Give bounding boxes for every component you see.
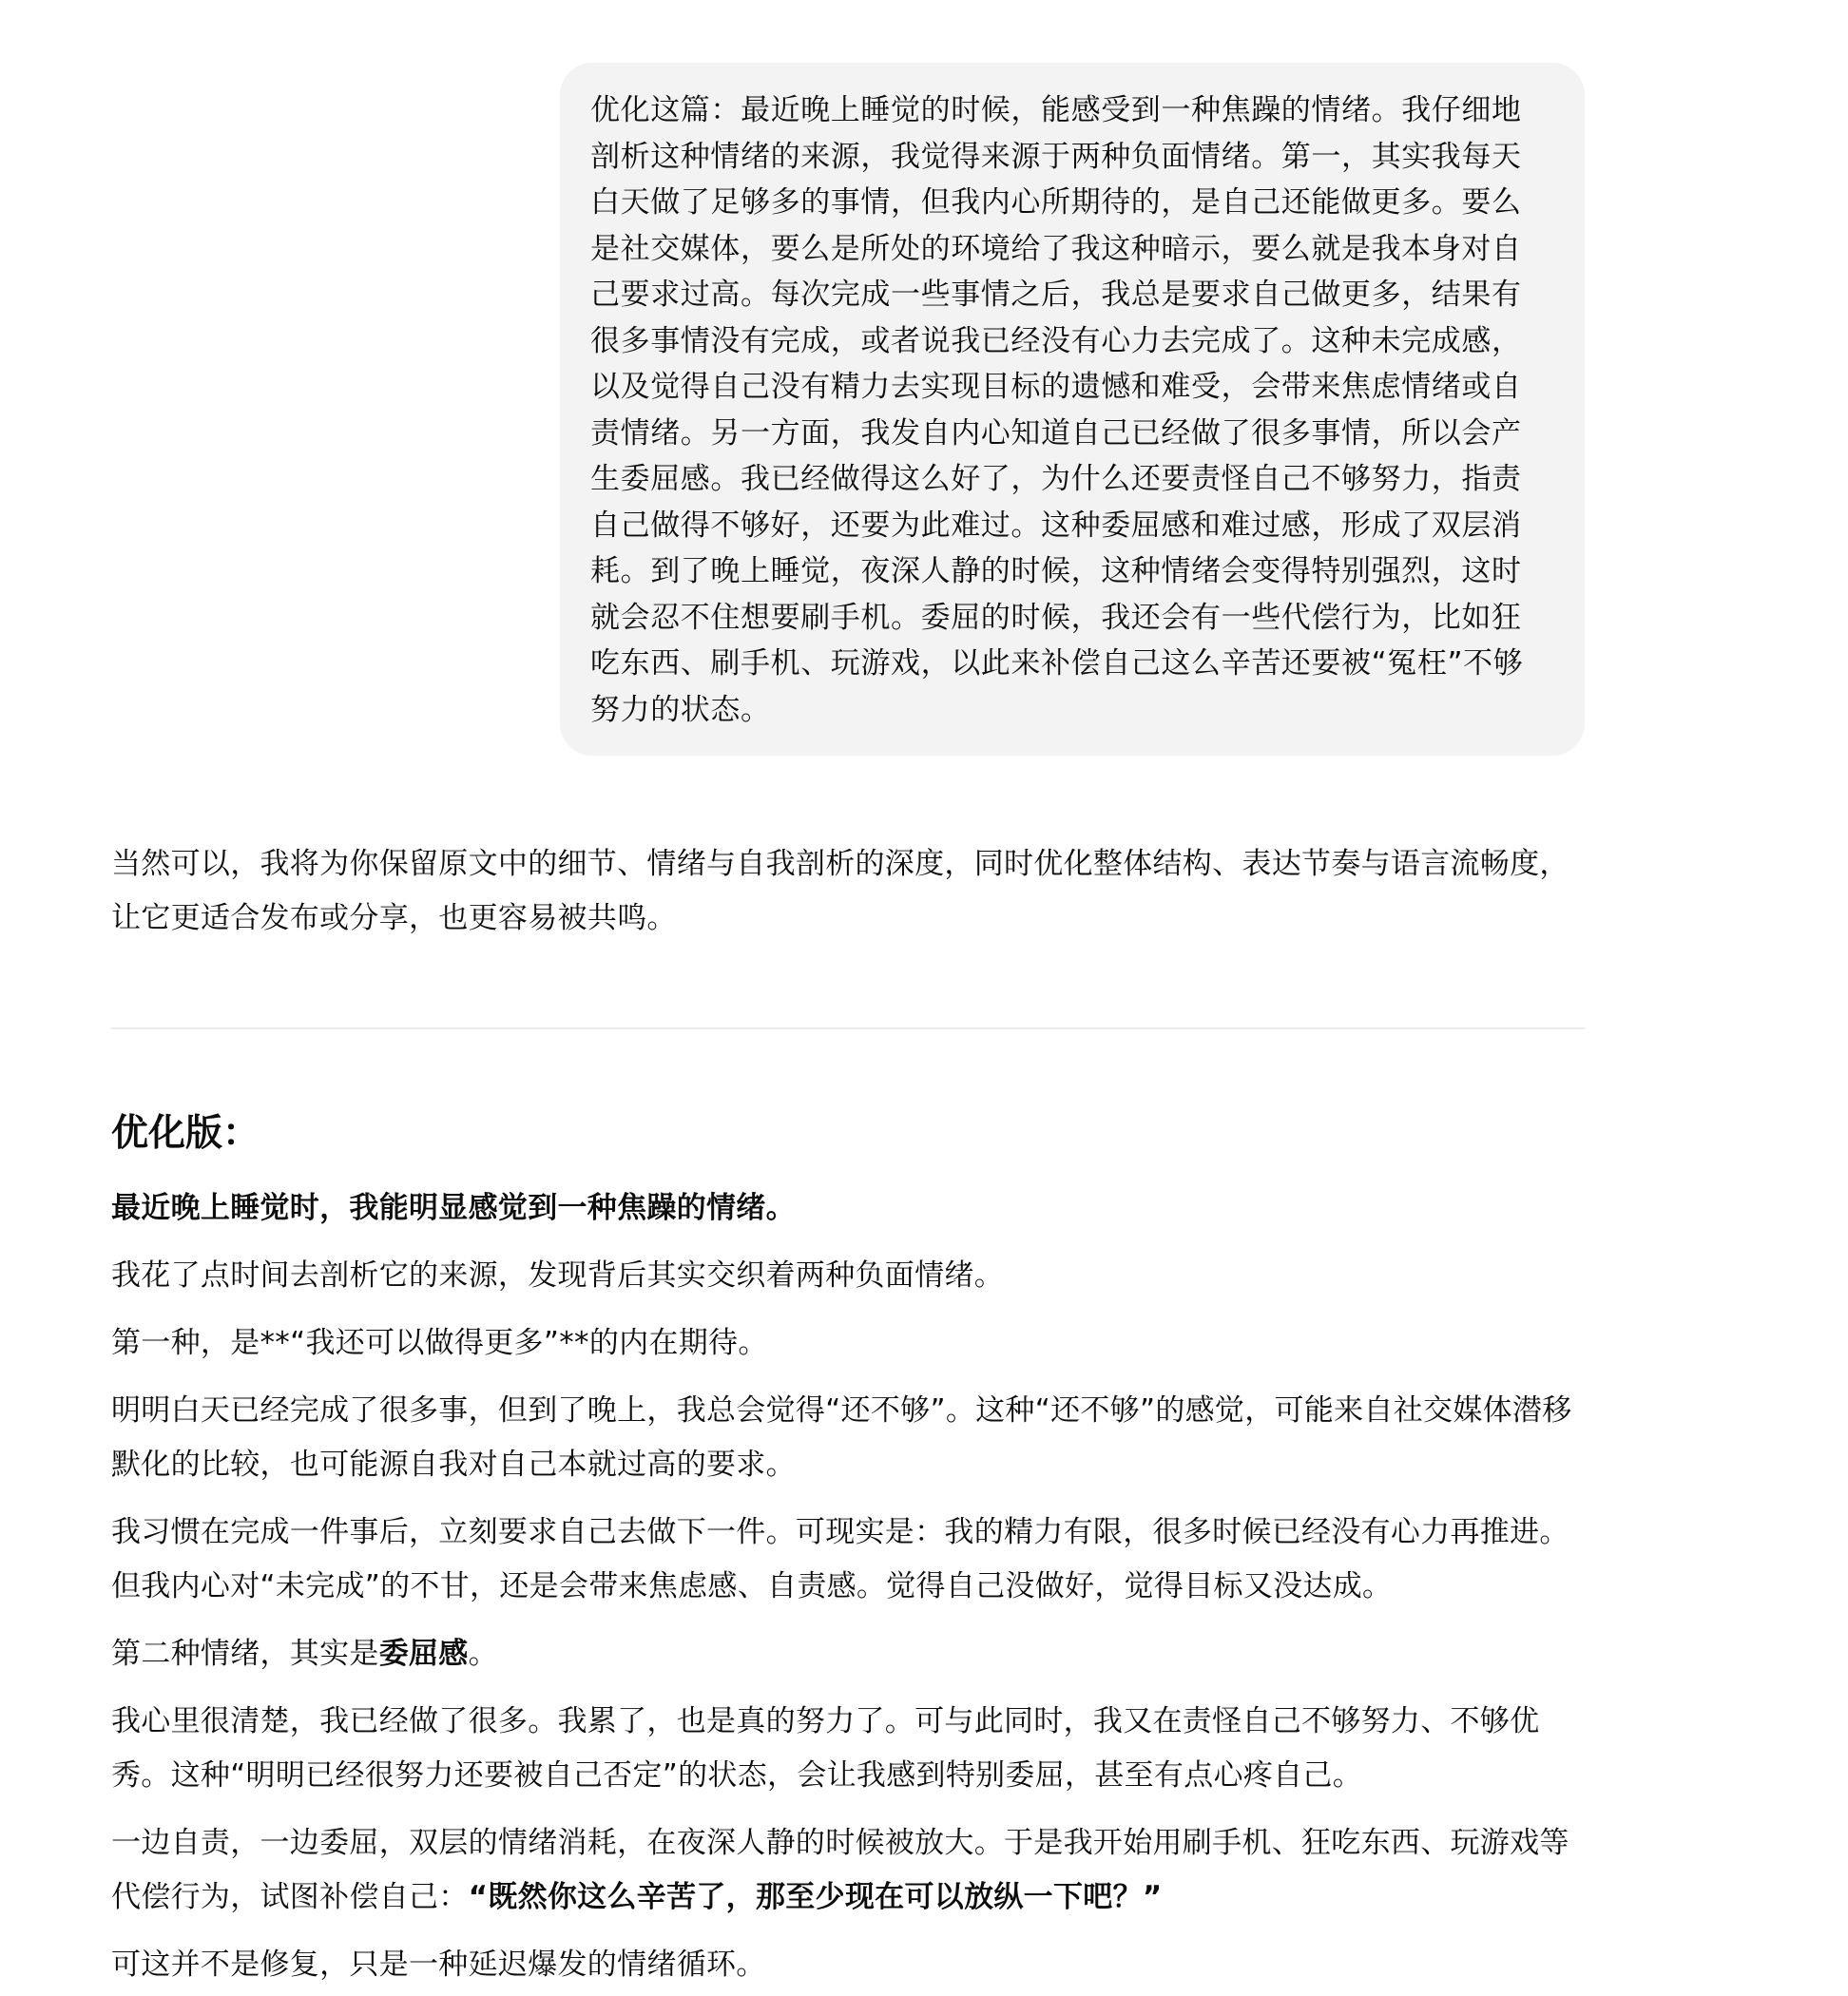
second-emotion-bold: 委屈感 [378,1637,469,1671]
assistant-message [111,837,1585,1992]
section-divider [111,1027,1585,1029]
compensation-prefix: 一边自责，一边委屈，双层的情绪消耗，在夜深人静的时候被放大。于是我开始用刷手机、狂吃东西、玩游戏等代偿行为，试图补偿自己： [111,1826,1569,1914]
paragraph-opening: 最近晚上睡觉时，我能明显感觉到一种焦躁的情绪。 [111,1191,796,1225]
paragraph-not-enough: 明明白天已经完成了很多事，但到了晚上，我总会觉得“还不够”。这种“还不够”的感觉，可能来自社交媒体潜移默化的比较，也可能源自我对自己本就过高的要求。 [111,1393,1572,1482]
paragraph-cycle: 可这并不是修复，只是一种延迟爆发的情绪循环。 [111,1948,766,1982]
optimized-version-heading: 优化版： [111,1112,260,1155]
second-emotion-prefix: 第二种情绪，其实是 [111,1637,379,1671]
chat-thread [111,0,1585,1992]
compensation-quote: “既然你这么辛苦了，那至少现在可以放纵一下吧？” [468,1880,1163,1914]
user-message-row [111,0,1585,756]
paragraph-second-emotion [111,1627,1585,1681]
paragraph-source-analysis: 我花了点时间去剖析它的来源，发现背后其实交织着两种负面情绪。 [111,1258,1004,1293]
user-message-bubble: 优化这篇：最近晚上睡觉的时候，能感受到一种焦躁的情绪。我仔细地剖析这种情绪的来源，我觉得来源于两种负面情绪。第一，其实我每天白天做了足够多的事情，但我内心所期待的，是自己还能做更多。要么是社交媒体，要么是所处的环境给了我这种暗示，要么就是我本身对自己要求过高。每次完成一些事情之后，我总是要求自己做更多，结果有很多事情没有完成，或者说我已经没有心力去完成了。这种未完成感，以及觉得自己没有精力去实现目标的遗憾和难受，会带来焦虑情绪或自责情绪。另一方面，我发自内心知道自己已经做了很多事情，所以会产生委屈感。我已经做得这么好了，为什么还要责怪自己不够努力，指责自己做得不够好，还要为此难过。这种委屈感和难过感，形成了双层消耗。到了晚上睡觉，夜深人静的时候，这种情绪会变得特别强烈，这时就会忍不住想要刷手机。委屈的时候，我还会有一些代偿行为，比如狂吃东西、刷手机、玩游戏，以此来补偿自己这么辛苦还要被“冤枉”不够努力的状态。 [560,63,1585,756]
second-emotion-suffix: 。 [468,1637,498,1671]
paragraph-compensation [111,1816,1585,1925]
paragraph-first-emotion: 第一种，是**“我还可以做得更多”**的内在期待。 [111,1326,768,1360]
paragraph-grievance: 我心里很清楚，我已经做了很多。我累了，也是真的努力了。可与此同时，我又在责怪自己不够努力、不够优秀。这种“明明已经很努力还要被自己否定”的状态，会让我感到特别委屈，甚至有点心疼自己。 [111,1704,1540,1793]
assistant-intro-text: 当然可以，我将为你保留原文中的细节、情绪与自我剖析的深度，同时优化整体结构、表达节奏与语言流畅度，让它更适合发布或分享，也更容易被共鸣。 [111,847,1569,935]
paragraph-unfinished: 我习惯在完成一件事后，立刻要求自己去做下一件。可现实是：我的精力有限，很多时候已经没有心力再推进。但我内心对“未完成”的不甘，还是会带来焦虑感、自责感。觉得自己没做好，觉得目标又没达成。 [111,1515,1569,1603]
